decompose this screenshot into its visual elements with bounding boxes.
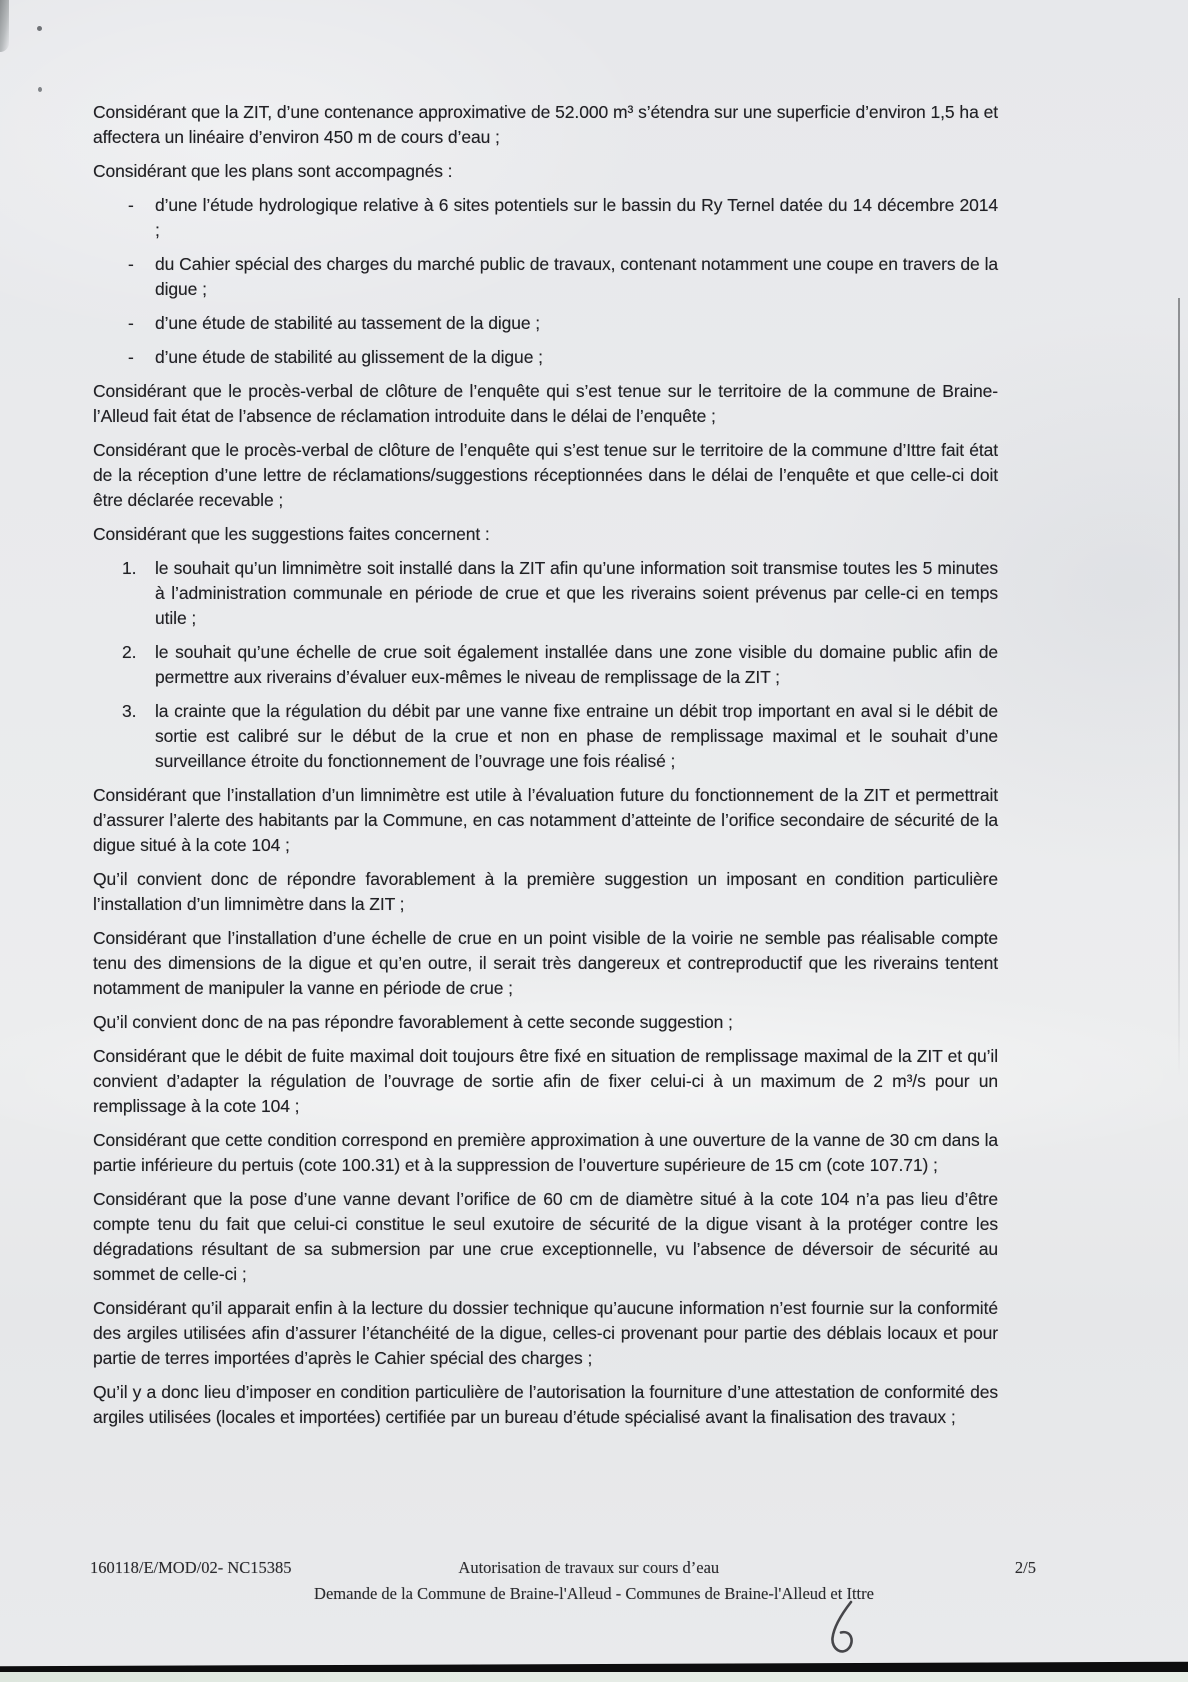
list-item xyxy=(128,252,998,302)
numbered-item xyxy=(122,556,998,631)
paragraph: Considérant que les suggestions faites concernent : xyxy=(93,524,490,544)
list-number: 3. xyxy=(122,701,137,721)
paragraph: Qu’il convient donc de répondre favorablement à la première suggestion un imposant en condition particulière l’installation d’un limnimètre dans la ZIT ; xyxy=(93,869,998,914)
list-item xyxy=(128,345,998,370)
paragraph: Considérant que le débit de fuite maximal doit toujours être fixé en situation de remplissage maximal de la ZIT et qu’il convient d’adapter la régulation de l’ouvrage de sortie afin de fixer celui-ci à un maximum de 2 m³/s pour un remplissage à la cote 104 ; xyxy=(93,1046,998,1116)
paragraph: Considérant qu’il apparait enfin à la lecture du dossier technique qu’aucune information n’est fournie sur la conformité des argiles utilisées afin d’assurer l’étanchéité de la digue, celles-ci provenant pour partie des déblais locaux et pour partie de terres importées d’après le Cahier spécial des charges ; xyxy=(93,1298,998,1368)
list-item-text: d’une l’étude hydrologique relative à 6 sites potentiels sur le bassin du Ry Ternel datée du 14 décembre 2014 ; xyxy=(155,195,998,240)
paragraph: Considérant que la pose d’une vanne devant l’orifice de 60 cm de diamètre situé à la cote 104 n’a pas lieu d’être compte tenu du fait que celui-ci constitue le seul exutoire de sécurité de la digue visant à la protéger contre les dégradations résultant de sa submersion par une crue exceptionnelle, vu l’absence de déversoir de sécurité au sommet de celle-ci ; xyxy=(93,1189,998,1284)
paragraph: Qu’il y a donc lieu d’imposer en condition particulière de l’autorisation la fourniture d’une attestation de conformité des argiles utilisées (locales et importées) certifiée par un bureau d’étude spécialisé avant la finalisation des travaux ; xyxy=(93,1382,998,1427)
scan-edge-artifact xyxy=(0,0,9,52)
paragraph: Qu’il convient donc de na pas répondre favorablement à cette seconde suggestion ; xyxy=(93,1012,733,1032)
list-item-text: le souhait qu’un limnimètre soit installé dans la ZIT afin qu’une information soit transmise toutes les 5 minutes à l’administration communale en période de crue et que les riverains soient prévenus par celle-ci en temps utile ; xyxy=(155,558,998,628)
list-number: 2. xyxy=(122,642,137,662)
document-body xyxy=(93,100,998,1439)
paragraph: Considérant que l’installation d’une échelle de crue en un point visible de la voirie ne semble pas réalisable compte tenu des dimensions de la digue et qu’en outre, il serait très dangereux et contreproductif que les riverains tentent notamment de manipuler la vanne en période de crue ; xyxy=(93,928,998,998)
footer-reference: 160118/E/MOD/02- NC15385 xyxy=(90,1558,292,1577)
staple-mark xyxy=(37,26,42,31)
list-item-text: d’une étude de stabilité au glissement de la digue ; xyxy=(155,347,543,367)
footer-subtitle: Demande de la Commune de Braine-l'Alleud - Communes de Braine-l'Alleud et Ittre xyxy=(314,1584,874,1603)
list-item-text: la crainte que la régulation du débit par une vanne fixe entraine un débit trop important en aval si le débit de sortie est calibré sur le début de la crue et non en phase de remplissage maximal et le souhait d’une surveillance étroite du fonctionnement de l’ouvrage une fois réalisé ; xyxy=(155,701,998,771)
paragraph: Considérant que le procès-verbal de clôture de l’enquête qui s’est tenue sur le territoire de la commune de Braine-l’Alleud fait état de l’absence de réclamation introduite dans le délai de l’enquête ; xyxy=(93,381,998,426)
list-marker: - xyxy=(128,254,134,274)
scan-bottom-background xyxy=(0,1672,1188,1682)
handwritten-mark-6 xyxy=(820,1598,868,1660)
scan-line-artifact xyxy=(1178,298,1180,1078)
list-item-text: du Cahier spécial des charges du marché public de travaux, contenant notamment une coupe en travers de la digue ; xyxy=(155,254,998,299)
list-item xyxy=(128,311,998,336)
numbered-item xyxy=(122,640,998,690)
staple-mark xyxy=(38,87,42,92)
paragraph: Considérant que cette condition correspond en première approximation à une ouverture de la vanne de 30 cm dans la partie inférieure du pertuis (cote 100.31) et à la suppression de l’ouverture supérieure de 15 cm (cote 107.71) ; xyxy=(93,1130,998,1175)
list-item xyxy=(128,193,998,243)
list-marker: - xyxy=(128,347,134,367)
footer-page-number: 2/5 xyxy=(1014,1558,1036,1577)
paragraph: Considérant que les plans sont accompagnés : xyxy=(93,161,453,181)
list-marker: - xyxy=(128,195,134,215)
list-item-text: d’une étude de stabilité au tassement de la digue ; xyxy=(155,313,541,333)
list-marker: - xyxy=(128,313,134,333)
footer-title: Autorisation de travaux sur cours d’eau xyxy=(458,1558,720,1577)
list-item-text: le souhait qu’une échelle de crue soit également installée dans une zone visible du domaine public afin de permettre aux riverains d’évaluer eux-mêmes le niveau de remplissage de la ZIT ; xyxy=(155,642,998,687)
numbered-item xyxy=(122,699,998,774)
paragraph: Considérant que la ZIT, d’une contenance approximative de 52.000 m³ s’étendra sur une superficie d’environ 1,5 ha et affectera un linéaire d’environ 450 m de cours d’eau ; xyxy=(93,102,998,147)
paragraph: Considérant que le procès-verbal de clôture de l’enquête qui s’est tenue sur le territoire de la commune d’Ittre fait état de la réception d’une lettre de réclamations/suggestions réceptionnées dans le délai de l’enquête et que celle-ci doit être déclarée recevable ; xyxy=(93,440,998,510)
list-number: 1. xyxy=(122,558,137,578)
paragraph: Considérant que l’installation d’un limnimètre est utile à l’évaluation future du fonctionnement de la ZIT et permettrait d’assurer l’alerte des habitants par la Commune, en cas notamment d’atteinte de l’orifice secondaire de sécurité de la digue situé à la cote 104 ; xyxy=(93,785,998,855)
